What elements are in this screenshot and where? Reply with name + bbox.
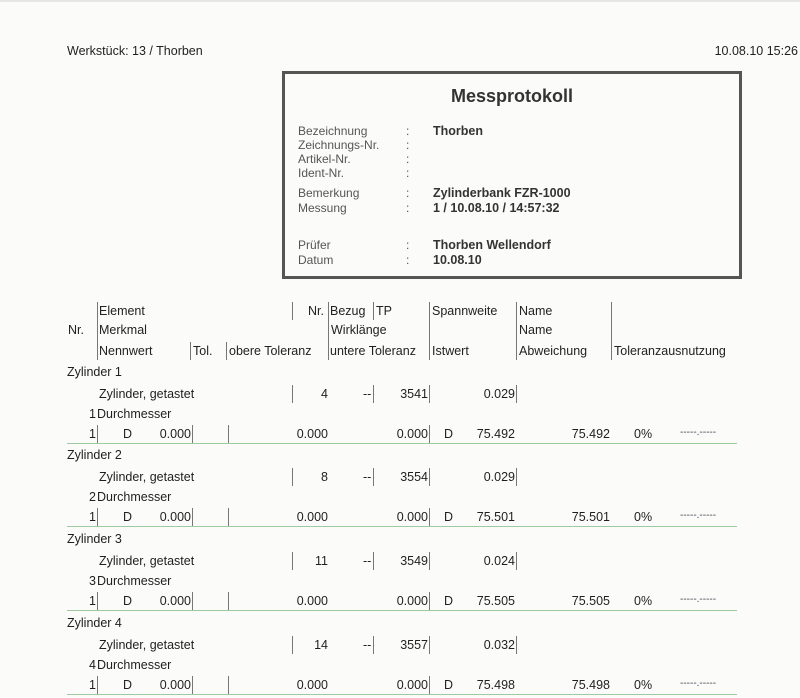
element-nr: 4	[321, 387, 328, 401]
column-divider	[97, 676, 98, 694]
column-divider	[97, 302, 98, 360]
protocol-title: Messprotokoll	[450, 86, 574, 106]
column-divider	[292, 552, 293, 570]
merkmal-name: Durchmesser	[97, 574, 172, 588]
column-divider	[192, 425, 193, 443]
tolerance-bar: -----.-----	[680, 510, 717, 521]
ist-code: D	[444, 510, 454, 524]
field-colon: :	[406, 186, 410, 200]
column-divider	[516, 468, 517, 486]
column-divider	[97, 592, 98, 610]
column-divider	[228, 676, 229, 694]
column-divider	[192, 676, 193, 694]
column-divider	[226, 342, 227, 360]
element-spannweite: 0.024	[483, 554, 515, 568]
field-value: Thorben Wellendorf	[433, 238, 551, 252]
obere-toleranz: 0.000	[296, 427, 328, 441]
row-separator	[67, 526, 737, 527]
column-divider	[429, 302, 430, 360]
header-nr2: Nr.	[308, 304, 324, 318]
header-toleranzausnutzung: Toleranzausnutzung	[614, 344, 726, 358]
group-title: Zylinder 1	[67, 365, 122, 379]
merkmal-name: Durchmesser	[97, 658, 172, 672]
field-colon: :	[406, 201, 410, 215]
column-divider	[611, 302, 612, 360]
code: D	[123, 510, 133, 524]
toleranzausnutzung: 0%	[634, 678, 653, 692]
nennwert: 0.000	[159, 427, 191, 441]
field-label: Messung	[298, 201, 347, 215]
column-divider	[429, 385, 430, 403]
merkmal-nr: 1	[89, 407, 96, 421]
row-separator	[67, 610, 737, 611]
toleranzausnutzung: 0%	[634, 427, 653, 441]
abweichung: 75.501	[571, 510, 610, 524]
element-tp: 3541	[400, 387, 428, 401]
header-nr: Nr.	[68, 323, 84, 337]
istwert: 75.492	[476, 427, 515, 441]
row-separator	[67, 694, 737, 695]
header-tp: TP	[376, 304, 392, 318]
istwert: 75.505	[476, 594, 515, 608]
group-title: Zylinder 2	[67, 448, 122, 462]
field-colon: :	[406, 253, 410, 267]
obere-toleranz: 0.000	[296, 510, 328, 524]
field-colon: :	[406, 152, 410, 166]
column-divider	[516, 636, 517, 654]
toleranzausnutzung: 0%	[634, 594, 653, 608]
header-spannweite: Spannweite	[432, 304, 498, 318]
column-divider	[429, 636, 430, 654]
element-tp: 3554	[400, 470, 428, 484]
column-divider	[192, 508, 193, 526]
merkmal-nr: 3	[89, 574, 96, 588]
merkmal-nr: 2	[89, 490, 96, 504]
nennwert: 0.000	[159, 510, 191, 524]
field-value: Thorben	[433, 124, 483, 138]
header-merkmal: Merkmal	[99, 323, 147, 337]
istwert: 75.501	[476, 510, 515, 524]
element-name: Zylinder, getastet	[99, 638, 195, 652]
print-datetime: 10.08.10 15:26	[714, 44, 798, 58]
field-value: 1 / 10.08.10 / 14:57:32	[433, 201, 560, 215]
column-divider	[373, 552, 374, 570]
header-untere-toleranz: untere Toleranz	[330, 344, 416, 358]
header-name: Name	[519, 304, 553, 318]
element-bezug: --	[363, 470, 372, 484]
element-nr: 14	[314, 638, 328, 652]
istwert: 75.498	[476, 678, 515, 692]
column-divider	[429, 592, 430, 610]
field-label: Datum	[298, 253, 334, 267]
merkmal-nr: 4	[89, 658, 96, 672]
tolerance-bar: -----.-----	[680, 427, 717, 438]
column-divider	[228, 508, 229, 526]
column-divider	[429, 468, 430, 486]
field-label: Ident-Nr.	[298, 166, 345, 180]
untere-toleranz: 0.000	[396, 678, 428, 692]
field-colon: :	[406, 166, 410, 180]
field-label: Artikel-Nr.	[298, 152, 351, 166]
abweichung: 75.505	[571, 594, 610, 608]
nennwert: 0.000	[159, 678, 191, 692]
column-divider	[516, 385, 517, 403]
element-name: Zylinder, getastet	[99, 387, 195, 401]
element-nr: 8	[321, 470, 328, 484]
row-nr: 1	[89, 427, 96, 441]
column-divider	[516, 302, 517, 360]
header-abweichung: Abweichung	[519, 344, 588, 358]
header-element: Element	[99, 304, 145, 318]
field-label: Bezeichnung	[298, 124, 368, 138]
element-bezug: --	[363, 638, 372, 652]
header-tol: Tol.	[193, 344, 213, 358]
group-title: Zylinder 3	[67, 532, 122, 546]
untere-toleranz: 0.000	[396, 427, 428, 441]
column-divider	[373, 468, 374, 486]
merkmal-name: Durchmesser	[97, 490, 172, 504]
column-divider	[292, 385, 293, 403]
header-name: Name	[519, 323, 553, 337]
header-bezug: Bezug	[330, 304, 366, 318]
untere-toleranz: 0.000	[396, 594, 428, 608]
column-divider	[292, 636, 293, 654]
untere-toleranz: 0.000	[396, 510, 428, 524]
page-top-edge	[0, 0, 800, 2]
column-divider	[192, 592, 193, 610]
column-divider	[516, 552, 517, 570]
obere-toleranz: 0.000	[296, 678, 328, 692]
code: D	[123, 427, 133, 441]
abweichung: 75.498	[571, 678, 610, 692]
obere-toleranz: 0.000	[296, 594, 328, 608]
element-spannweite: 0.029	[483, 387, 515, 401]
field-value: Zylinderbank FZR-1000	[433, 186, 571, 200]
field-label: Bemerkung	[298, 186, 360, 200]
field-label: Prüfer	[298, 238, 331, 252]
column-divider	[373, 302, 374, 320]
element-tp: 3557	[400, 638, 428, 652]
element-nr: 11	[315, 554, 328, 568]
abweichung: 75.492	[571, 427, 610, 441]
row-separator	[67, 443, 737, 444]
column-divider	[429, 425, 430, 443]
column-divider	[292, 302, 293, 320]
merkmal-name: Durchmesser	[97, 407, 172, 421]
field-colon: :	[406, 124, 410, 138]
column-divider	[429, 552, 430, 570]
row-nr: 1	[89, 678, 96, 692]
column-divider	[373, 636, 374, 654]
element-tp: 3549	[400, 554, 428, 568]
toleranzausnutzung: 0%	[634, 510, 653, 524]
column-divider	[97, 425, 98, 443]
element-name: Zylinder, getastet	[99, 554, 195, 568]
element-bezug: --	[363, 554, 372, 568]
column-divider	[228, 592, 229, 610]
column-divider	[373, 385, 374, 403]
field-label: Zeichnungs-Nr.	[298, 138, 380, 152]
ist-code: D	[444, 678, 454, 692]
group-title: Zylinder 4	[67, 616, 122, 630]
header-nennwert: Nennwert	[99, 344, 153, 358]
ist-code: D	[444, 427, 454, 441]
row-nr: 1	[89, 510, 96, 524]
field-colon: :	[406, 238, 410, 252]
header-obere-toleranz: obere Toleranz	[229, 344, 312, 358]
row-nr: 1	[89, 594, 96, 608]
field-value: 10.08.10	[433, 253, 482, 267]
element-spannweite: 0.032	[483, 638, 515, 652]
column-divider	[228, 425, 229, 443]
header-wirklaenge: Wirklänge	[331, 323, 387, 337]
tolerance-bar: -----.-----	[680, 594, 717, 605]
column-divider	[328, 302, 329, 360]
ist-code: D	[444, 594, 454, 608]
nennwert: 0.000	[159, 594, 191, 608]
code: D	[123, 594, 133, 608]
element-bezug: --	[363, 387, 372, 401]
tolerance-bar: -----.-----	[680, 678, 717, 689]
column-divider	[190, 342, 191, 360]
code: D	[123, 678, 133, 692]
header-istwert: Istwert	[432, 344, 469, 358]
element-spannweite: 0.029	[483, 470, 515, 484]
field-colon: :	[406, 138, 410, 152]
element-name: Zylinder, getastet	[99, 470, 195, 484]
workpiece-label: Werkstück: 13 / Thorben	[67, 44, 203, 58]
column-divider	[292, 468, 293, 486]
column-divider	[429, 676, 430, 694]
column-divider	[97, 508, 98, 526]
column-divider	[429, 508, 430, 526]
